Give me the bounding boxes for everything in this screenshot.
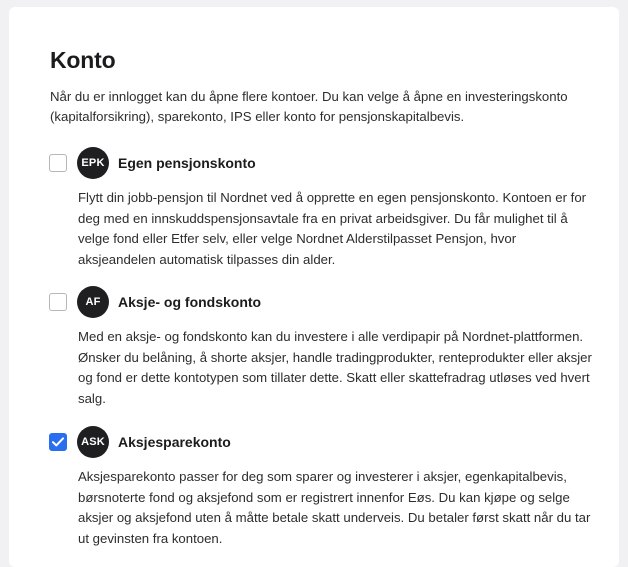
section-title: Konto: [50, 47, 116, 73]
ask-badge-icon: ASK: [77, 426, 109, 458]
option-description-aksjesparekonto: Aksjesparekonto passer for deg som sparer og investerer i aksjer, egenkapitalbevis, børsnoterte fond og aksjefond som er registrert innenfor Eøs. Du kan kjøpe og selge aksjer og aksjefond uten å måtte betale skatt underveis. Du betaler først skatt når du tar ut gevinsten fra kontoen.: [78, 469, 591, 546]
af-badge-icon: AF: [77, 286, 109, 318]
option-aksje-og-fondskonto[interactable]: [49, 286, 261, 318]
checkbox-aksje-og-fondskonto[interactable]: [49, 293, 67, 311]
option-label-egen-pensjonskonto[interactable]: Egen pensjonskonto: [118, 155, 256, 171]
epk-badge-icon: EPK: [77, 147, 109, 179]
option-label-aksjesparekonto[interactable]: Aksjesparekonto: [118, 434, 231, 450]
account-selection-card: [9, 7, 619, 567]
option-egen-pensjonskonto[interactable]: [49, 147, 256, 179]
checkbox-aksjesparekonto[interactable]: [49, 433, 67, 451]
option-description-aksje-og-fondskonto: Med en aksje- og fondskonto kan du investere i alle verdipapir på Nordnet-plattformen. Ønsker du belåning, å shorte aksjer, handle tradingprodukter, renteprodukter eller aksjer og fond er dette kontotypen som tillater dette. Skatt eller skattefradrag utløses ved hvert salg.: [78, 329, 592, 406]
option-aksjesparekonto[interactable]: [49, 426, 231, 458]
section-intro: Når du er innlogget kan du åpne flere kontoer. Du kan velge å åpne en investeringskonto (kapitalforsikring), sparekonto, IPS eller konto for pensjonskapitalbevis.: [50, 89, 568, 124]
checkbox-egen-pensjonskonto[interactable]: [49, 154, 67, 172]
checkmark-icon: [52, 437, 64, 447]
option-label-aksje-og-fondskonto[interactable]: Aksje- og fondskonto: [118, 294, 262, 310]
option-description-egen-pensjonskonto: Flytt din jobb-pensjon til Nordnet ved å opprette en egen pensjonskonto. Kontoen er for deg med en innskuddspensjonsavtale fra en privat arbeidsgiver. Du får mulighet til å velge fond eller Etfer selv, eller velge Nordnet Alderstilpasset Pensjon, hvor aksjeandelen automatisk tilpasses din alder.: [78, 190, 587, 267]
